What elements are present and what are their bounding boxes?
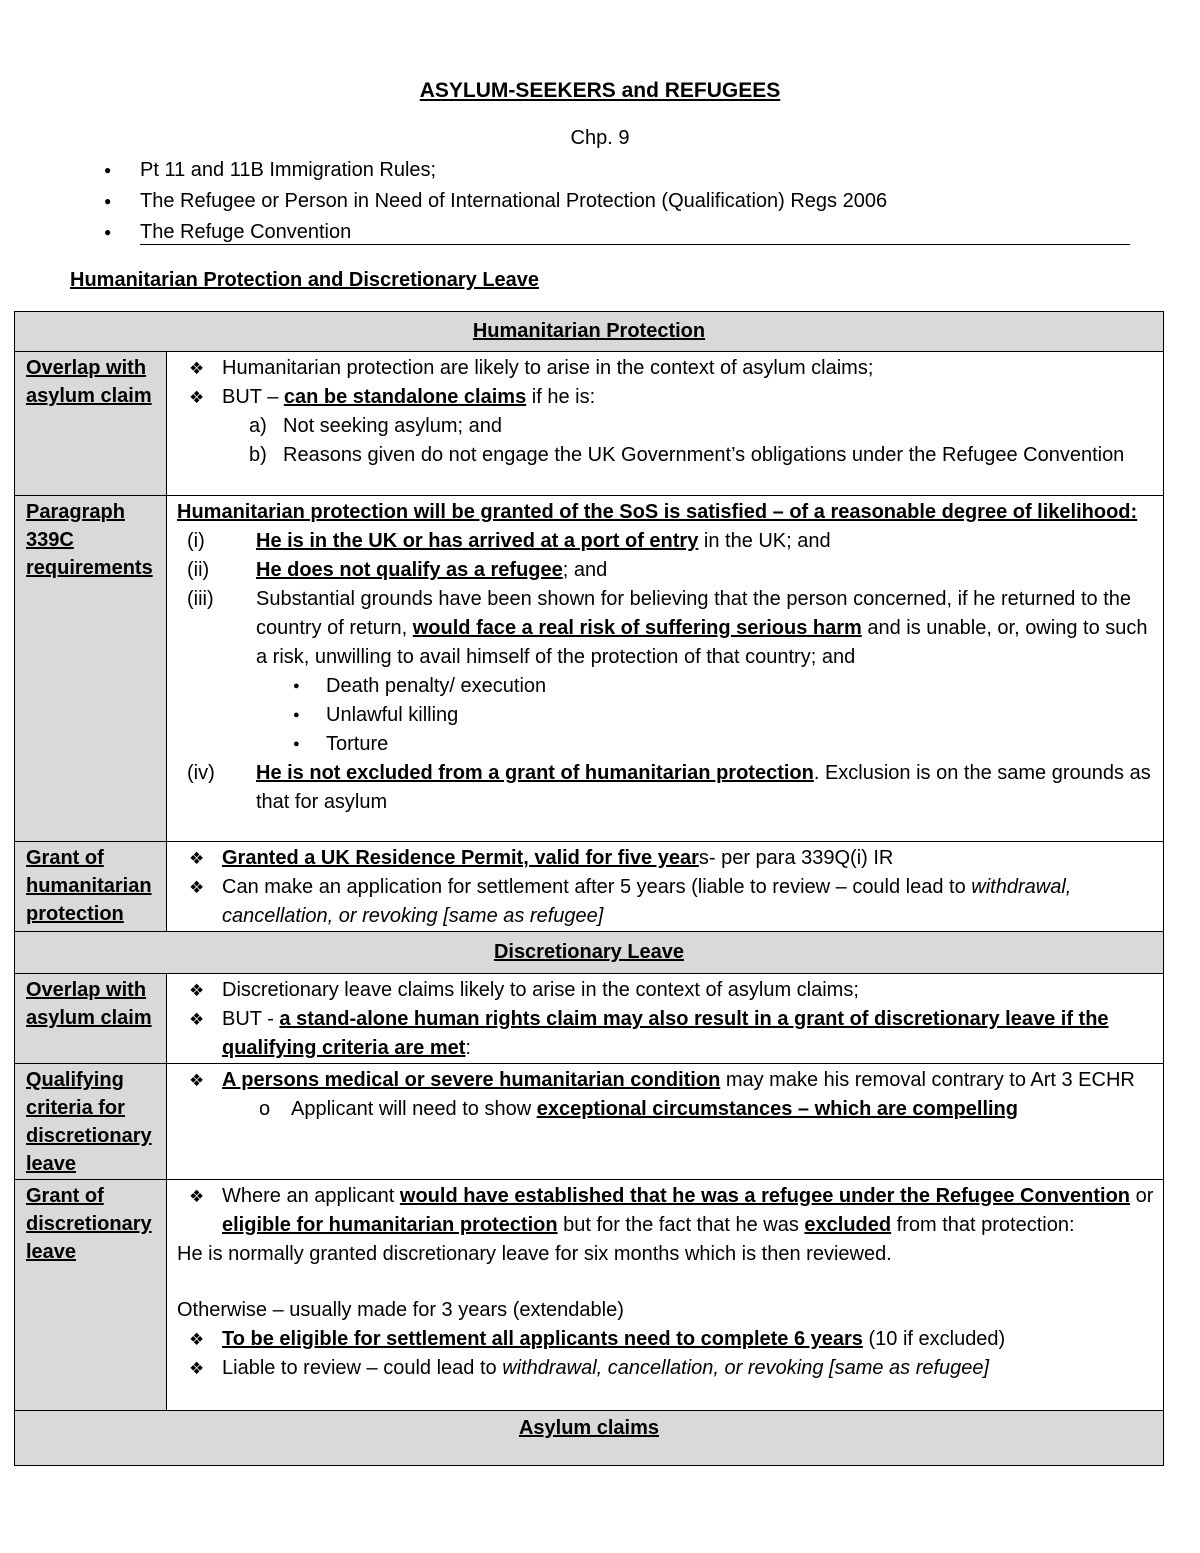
list-item: ● The Refuge Convention	[96, 217, 1132, 248]
band-row	[15, 312, 1164, 352]
bullet-item: ❖ BUT – can be standalone claims if he is:	[177, 383, 1157, 412]
bullet-item: ❖ Granted a UK Residence Permit, valid for five years- per para 339Q(i) IR	[177, 844, 1157, 873]
row-content	[167, 352, 1164, 496]
chapter-label: Chp. 9	[570, 127, 630, 149]
bullet-item: ❖ A persons medical or severe humanitarian condition may make his removal contrary to Art 3 ECHR	[177, 1066, 1157, 1095]
band-row	[15, 932, 1164, 974]
spacer	[177, 1269, 1157, 1296]
bullet-item: ❖ To be eligible for settlement all applicants need to complete 6 years (10 if excluded)	[177, 1325, 1157, 1354]
row-content	[167, 974, 1164, 1064]
table-row	[15, 352, 1164, 496]
requirements-intro: Humanitarian protection will be granted of the SoS is satisfied – of a reasonable degree of likelihood:	[177, 501, 1138, 523]
row-label: Paragraph 339C requirements	[15, 496, 167, 842]
harm-item: ● Torture	[177, 730, 1157, 759]
roman-item: (iv) He is not excluded from a grant of humanitarian protection. Exclusion is on the same grounds as that for asylum	[187, 762, 1151, 813]
bullet-item: ❖ Can make an application for settlement after 5 years (liable to review – could lead to withdrawal, cancellation, or revoking [same as refugee]	[177, 873, 1157, 931]
sub-bullet-item: o Applicant will need to show exceptional circumstances – which are compelling	[177, 1095, 1157, 1124]
row-label: Qualifying criteria for discretionary leave	[15, 1064, 167, 1180]
table-row	[15, 842, 1164, 932]
paragraph: Otherwise – usually made for 3 years (extendable)	[177, 1299, 624, 1321]
divider	[140, 244, 1130, 245]
table-row	[15, 1180, 1164, 1411]
section-heading: Humanitarian Protection and Discretionary Leave	[70, 269, 540, 291]
sources-list	[96, 155, 1132, 248]
roman-item: (ii) He does not qualify as a refugee; and	[187, 559, 608, 581]
row-content	[167, 496, 1164, 842]
row-label: Overlap with asylum claim	[15, 974, 167, 1064]
notes-table	[14, 311, 1164, 1466]
row-content	[167, 1180, 1164, 1411]
bullet-item: ❖ Liable to review – could lead to withdrawal, cancellation, or revoking [same as refugee]	[177, 1354, 1157, 1383]
band-humanitarian-protection: Humanitarian Protection	[472, 320, 706, 342]
roman-item: (iii) Substantial grounds have been shown for believing that the person concerned, if he returned to the country of return, would face a real risk of suffering serious harm and is unable, or, owing to such a risk, unwilling to avail himself of the protection of that country; and	[187, 588, 1148, 668]
bullet-item: ❖ Where an applicant would have established that he was a refugee under the Refugee Convention or eligible for humanitarian protection but for the fact that he was excluded from that protection:	[177, 1182, 1157, 1240]
row-content	[167, 842, 1164, 932]
page-title: ASYLUM-SEEKERS and REFUGEES	[419, 79, 781, 102]
row-label: Overlap with asylum claim	[15, 352, 167, 496]
alpha-item: b) Reasons given do not engage the UK Government’s obligations under the Refugee Convention	[249, 444, 1125, 466]
band-discretionary-leave: Discretionary Leave	[493, 941, 685, 963]
band-row	[15, 1411, 1164, 1466]
bullet-item: ❖ Humanitarian protection are likely to arise in the context of asylum claims;	[177, 354, 1157, 383]
paragraph: He is normally granted discretionary leave for six months which is then reviewed.	[177, 1243, 892, 1265]
row-label: Grant of discretionary leave	[15, 1180, 167, 1411]
list-item: ● The Refugee or Person in Need of International Protection (Qualification) Regs 2006	[96, 186, 1132, 217]
list-item: ● Pt 11 and 11B Immigration Rules;	[96, 155, 1132, 186]
harm-item: ● Death penalty/ execution	[177, 672, 1157, 701]
table-row	[15, 496, 1164, 842]
bullet-item: ❖ Discretionary leave claims likely to arise in the context of asylum claims;	[177, 976, 1157, 1005]
bullet-item: ❖ BUT - a stand-alone human rights claim may also result in a grant of discretionary leave if the qualifying criteria are met:	[177, 1005, 1157, 1063]
row-content	[167, 1064, 1164, 1180]
table-row	[15, 974, 1164, 1064]
row-label: Grant of humanitarian protection	[15, 842, 167, 932]
band-asylum-claims: Asylum claims	[518, 1417, 660, 1439]
table-row	[15, 1064, 1164, 1180]
harm-item: ● Unlawful killing	[177, 701, 1157, 730]
roman-item: (i) He is in the UK or has arrived at a port of entry in the UK; and	[187, 530, 831, 552]
alpha-item: a) Not seeking asylum; and	[249, 415, 503, 437]
